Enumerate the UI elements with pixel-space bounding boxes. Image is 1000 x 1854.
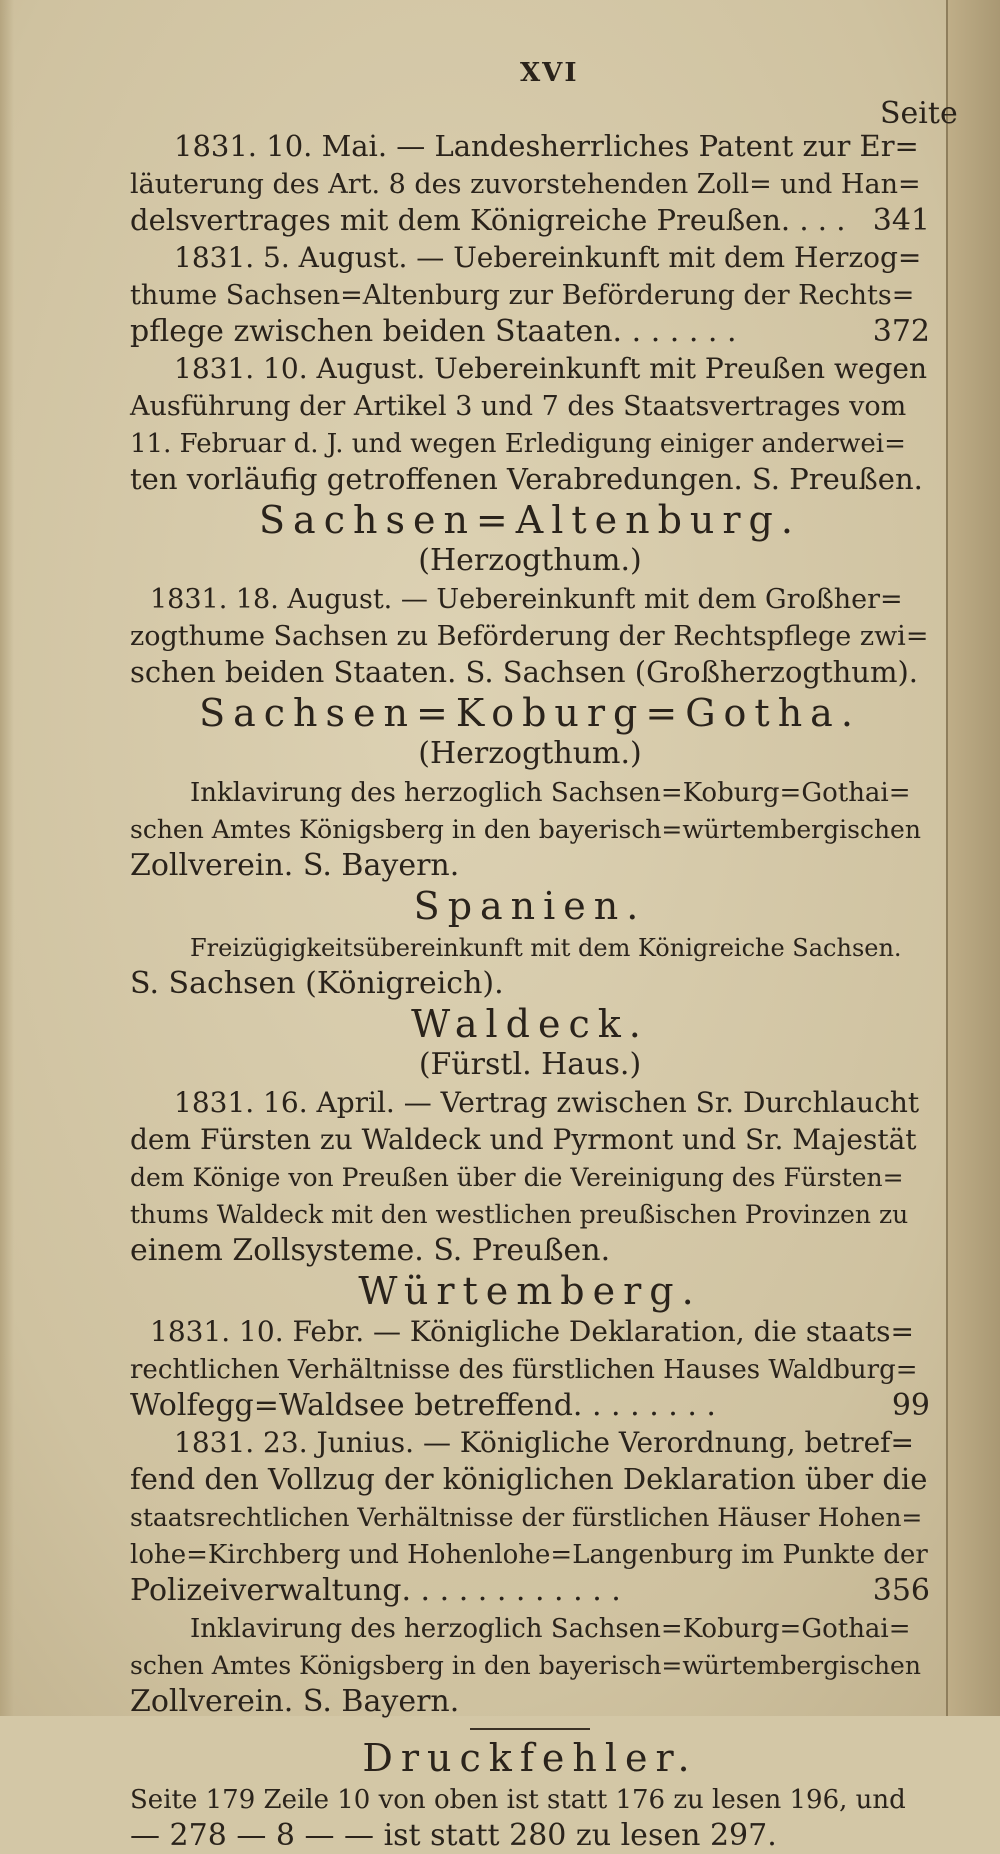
section-heading: Sachsen=Koburg=Gotha.: [199, 691, 861, 735]
page-number: XVI: [520, 58, 579, 88]
section-heading: Spanien.: [413, 884, 647, 928]
entry-line: [130, 424, 930, 461]
page-reference-number: 372: [872, 314, 930, 349]
section-subheading: (Herzogthum.): [418, 736, 642, 771]
section-heading: Sachsen=Altenburg.: [259, 498, 801, 542]
entry-line: [130, 1609, 930, 1646]
section-subheading: (Herzogthum.): [418, 543, 642, 578]
seite-label: Seite: [880, 96, 958, 131]
entry-text: thume Sachsen=Altenburg zur Beförderung der Rechts=: [130, 280, 915, 311]
entry-line: [130, 1780, 930, 1817]
entry-line: [130, 1572, 930, 1609]
page-reference-number: 99: [891, 1388, 930, 1423]
section-heading: Würtemberg.: [358, 1269, 702, 1313]
entry-line: [130, 1424, 930, 1461]
entry-text: dem Fürsten zu Waldeck und Pyrmont und Sr. Majestät: [130, 1123, 917, 1156]
entry-line: [130, 1195, 930, 1232]
entry-line: [130, 1535, 930, 1572]
page-reference-number: 356: [872, 1573, 930, 1608]
entry-text: fend den Vollzug der königlichen Deklaration über die: [130, 1462, 928, 1496]
entry-line: [130, 1232, 930, 1269]
entry-line: [130, 1313, 930, 1350]
section-subheading: (Fürstl. Haus.): [418, 1047, 642, 1082]
entry-line: [130, 1121, 930, 1158]
entry-text: Ausführung der Artikel 3 und 7 des Staatsvertrages vom: [130, 391, 907, 422]
section-divider: [470, 1728, 590, 1730]
entry-text: Zollverein. S. Bayern.: [130, 1684, 460, 1719]
entry-line: [130, 580, 930, 617]
adjacent-page-strip: [946, 0, 1000, 1716]
entry-text: — 278 — 8 — — ist statt 280 zu lesen 297.: [130, 1818, 777, 1853]
entry-text: 1831. 23. Junius. — Königliche Verordnung, betref=: [174, 1426, 914, 1459]
entry-line: [130, 202, 930, 239]
entry-line: [130, 387, 930, 424]
entry-text: 1831. 10. Mai. — Landesherrliches Patent zur Er=: [174, 129, 919, 163]
entry-text: staatsrechtlichen Verhältnisse der fürstlichen Häuser Hohen=: [130, 1503, 923, 1532]
entry-text: 1831. 5. August. — Uebereinkunft mit dem Herzog=: [174, 241, 922, 274]
entry-text: 1831. 10. August. Uebereinkunft mit Preußen wegen: [174, 352, 928, 385]
entry-line: [130, 928, 930, 965]
entry-line: [130, 1646, 930, 1683]
entry-text: thums Waldeck mit den westlichen preußischen Provinzen zu: [130, 1200, 909, 1229]
entry-text: Zollverein. S. Bayern.: [130, 848, 460, 883]
entry-line: [130, 654, 930, 691]
entry-text: 1831. 18. August. — Uebereinkunft mit dem Großher=: [150, 584, 903, 615]
entry-line: [130, 1350, 930, 1387]
page-reference-number: 341: [872, 203, 930, 238]
entry-text: einem Zollsysteme. S. Preußen.: [130, 1233, 611, 1268]
entry-text: S. Sachsen (Königreich).: [130, 966, 504, 1001]
entry-line: [130, 276, 930, 313]
entry-text: Inklavirung des herzoglich Sachsen=Koburg=Gothai=: [190, 1614, 911, 1644]
entry-line: [130, 1084, 930, 1121]
entry-text: schen Amtes Königsberg in den bayerisch=würtembergischen: [130, 1651, 921, 1680]
entry-text: Freizügigkeitsübereinkunft mit dem Königreiche Sachsen.: [190, 934, 902, 962]
entry-text: pflege zwischen beiden Staaten. . . . . . .: [130, 314, 737, 349]
entry-line: [130, 1158, 930, 1195]
entry-line: [130, 773, 930, 810]
entry-text: schen beiden Staaten. S. Sachsen (Großherzogthum).: [130, 655, 919, 689]
entry-line: [130, 1817, 930, 1854]
text-column: [130, 128, 930, 1854]
entry-text: Inklavirung des herzoglich Sachsen=Koburg=Gothai=: [190, 778, 911, 808]
entry-text: delsvertrages mit dem Königreiche Preußen. . . .: [130, 203, 846, 237]
entry-line: [130, 461, 930, 498]
entry-text: lohe=Kirchberg und Hohenlohe=Langenburg im Punkte der: [130, 1540, 928, 1570]
entry-line: [130, 1387, 930, 1424]
entry-line: [130, 128, 930, 165]
left-page-edge: [0, 0, 14, 1716]
entry-text: zogthume Sachsen zu Beförderung der Rechtspflege zwi=: [130, 621, 929, 652]
entry-text: läuterung des Art. 8 des zuvorstehenden Zoll= und Han=: [130, 169, 921, 200]
entry-text: rechtlichen Verhältnisse des fürstlichen Hauses Waldburg=: [130, 1355, 918, 1385]
entry-text: Seite 179 Zeile 10 von oben ist statt 176 zu lesen 196, und: [130, 1785, 906, 1815]
entry-line: [130, 1683, 930, 1720]
entry-line: [130, 350, 930, 387]
entry-text: Polizeiverwaltung. . . . . . . . . . . .: [130, 1573, 621, 1608]
entry-text: 11. Februar d. J. und wegen Erledigung einiger anderwei=: [130, 429, 906, 459]
entry-line: [130, 810, 930, 847]
section-heading: Waldeck.: [411, 1002, 649, 1046]
entry-line: [130, 1461, 930, 1498]
entry-text: Wolfegg=Waldsee betreffend. . . . . . . .: [130, 1388, 716, 1423]
entry-line: [130, 239, 930, 276]
entry-text: schen Amtes Königsberg in den bayerisch=würtembergischen: [130, 815, 921, 844]
entry-text: 1831. 16. April. — Vertrag zwischen Sr. Durchlaucht: [174, 1086, 920, 1119]
entry-line: [130, 965, 930, 1002]
entry-text: ten vorläufig getroffenen Verabredungen. S. Preußen.: [130, 462, 923, 496]
entry-line: [130, 847, 930, 884]
entry-line: [130, 1498, 930, 1535]
entry-line: [130, 313, 930, 350]
entry-text: dem Könige von Preußen über die Vereinigung des Fürsten=: [130, 1163, 904, 1192]
entry-text: 1831. 10. Febr. — Königliche Deklaration, die staats=: [150, 1315, 914, 1348]
entry-line: [130, 165, 930, 202]
entry-line: [130, 617, 930, 654]
section-heading: Druckfehler.: [362, 1736, 698, 1780]
